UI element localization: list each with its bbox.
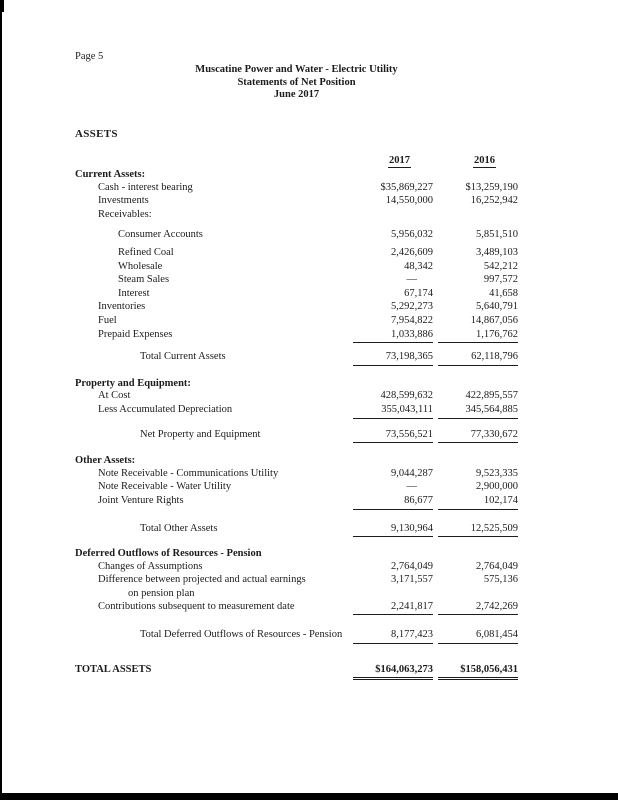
value-2016: 102,174: [438, 495, 518, 510]
table-row: [75, 195, 518, 209]
row-label: Note Receivable - Communications Utility: [98, 467, 279, 479]
row-label: Refined Coal: [118, 247, 174, 259]
row-label: Total Deferred Outflows of Resources - Pension: [140, 629, 343, 641]
column-header-row: [75, 155, 518, 170]
row-label: Wholesale: [118, 260, 163, 272]
value-2017: $164,063,273: [353, 664, 433, 681]
row-label: Other Assets:: [75, 455, 136, 467]
table-row: [75, 288, 518, 302]
table-row: [75, 455, 518, 468]
value-2017: 5,292,273: [391, 301, 433, 313]
table-row: [75, 601, 518, 616]
value-2016: 16,252,942: [470, 195, 518, 207]
document-title: Muscatine Power and Water - Electric Utility: [195, 64, 398, 75]
assets-section-heading: ASSETS: [75, 127, 118, 140]
row-label: Joint Venture Rights: [98, 494, 184, 506]
value-2017: —: [406, 274, 417, 286]
table-row: [75, 315, 518, 329]
table-row: [75, 574, 518, 588]
value-2017: $35,869,227: [380, 181, 433, 193]
scan-corner-mark: [0, 0, 4, 12]
row-label: Investments: [98, 195, 149, 207]
statement-title: Statements of Net Position: [237, 76, 356, 88]
value-2016: 345,564,885: [438, 404, 518, 419]
row-label: Difference between projected and actual earnings: [98, 574, 306, 586]
value-2017: 5,956,032: [391, 229, 433, 241]
table-row: [75, 481, 518, 495]
row-label: Less Accumulated Depreciation: [98, 404, 233, 415]
table-row: [75, 468, 518, 482]
row-label: Cash - interest bearing: [98, 181, 193, 193]
value-2016: 77,330,672: [438, 429, 518, 444]
table-row: [75, 548, 518, 561]
value-2016: 3,489,103: [476, 247, 518, 259]
page-number: Page 5: [75, 51, 104, 62]
value-2016: 1,176,762: [438, 329, 518, 344]
row-label: Total Other Assets: [140, 522, 218, 534]
row-label: Current Assets:: [75, 169, 146, 181]
value-2017: 2,426,609: [391, 247, 433, 259]
row-label: Receivables:: [98, 208, 152, 220]
value-2017: [353, 385, 433, 386]
value-2016: 2,764,049: [476, 560, 518, 572]
row-label: Changes of Assumptions: [98, 560, 203, 572]
value-2017: [353, 176, 433, 177]
table-row: [75, 274, 518, 288]
table-row: [75, 664, 518, 681]
value-2017: 86,677: [353, 495, 433, 510]
value-2016: 422,895,557: [465, 390, 518, 402]
row-label: Fuel: [98, 315, 117, 327]
row-label: Steam Sales: [118, 274, 170, 286]
value-2017: [353, 595, 433, 596]
table-row: [75, 404, 518, 419]
value-2016: 575,136: [483, 574, 518, 586]
table-row: [75, 261, 518, 275]
table-row: [75, 378, 518, 391]
value-2017: 428,599,632: [380, 390, 433, 402]
statement-table: [75, 169, 518, 680]
table-row: [75, 523, 518, 538]
value-2016: [438, 555, 518, 556]
document-content: [75, 50, 518, 680]
value-2017: [353, 462, 433, 463]
row-label: Net Property and Equipment: [140, 428, 261, 440]
value-2017: 7,954,822: [391, 315, 433, 327]
value-2016: 2,742,269: [438, 601, 518, 616]
value-2016: $158,056,431: [438, 664, 518, 681]
table-row: [75, 351, 518, 366]
value-2017: 73,198,365: [353, 351, 433, 366]
value-2017: 14,550,000: [385, 195, 433, 207]
scan-left-edge: [0, 0, 2, 800]
value-2016: [438, 216, 518, 217]
statement-date: June 2017: [273, 89, 320, 100]
value-2017: 9,044,287: [391, 467, 433, 479]
row-label: TOTAL ASSETS: [75, 663, 152, 675]
scan-bottom-edge: [0, 793, 618, 800]
value-2016: 542,212: [483, 260, 518, 272]
value-2016: 41,658: [489, 287, 518, 299]
table-row: [75, 495, 518, 510]
row-label: Contributions subsequent to measurement date: [98, 600, 295, 612]
row-label: Deferred Outflows of Resources - Pension: [75, 548, 262, 560]
value-2017: —: [406, 481, 417, 493]
value-2016: 6,081,454: [438, 629, 518, 644]
row-label: Consumer Accounts: [118, 229, 203, 241]
row-label: Interest: [118, 287, 150, 299]
value-2016: 5,640,791: [476, 301, 518, 313]
table-row: [75, 561, 518, 575]
value-2016: [438, 595, 518, 596]
row-label: Inventories: [98, 301, 146, 313]
value-2016: 12,525,509: [438, 523, 518, 538]
table-row: [75, 301, 518, 315]
table-row: [75, 588, 518, 601]
value-2017: [353, 216, 433, 217]
table-row: [75, 429, 518, 444]
value-2016: [438, 176, 518, 177]
value-2017: 8,177,423: [353, 629, 433, 644]
value-2017: 1,033,886: [353, 329, 433, 344]
table-row: [75, 182, 518, 196]
value-2016: [438, 462, 518, 463]
value-2017: [353, 555, 433, 556]
column-header-2016: 2016: [438, 155, 518, 170]
value-2016: 62,118,796: [438, 351, 518, 366]
row-label: Total Current Assets: [140, 351, 226, 363]
table-row: [75, 390, 518, 404]
value-2016: [438, 385, 518, 386]
row-label: At Cost: [98, 390, 131, 402]
table-row: [75, 329, 518, 344]
document-title-block: [75, 64, 518, 102]
row-label: Note Receivable - Water Utility: [98, 481, 232, 493]
value-2017: 2,764,049: [391, 560, 433, 572]
table-row: [75, 629, 518, 644]
value-2016: 9,523,335: [476, 467, 518, 479]
value-2016: 5,851,510: [476, 229, 518, 241]
value-2017: 2,241,817: [353, 601, 433, 616]
value-2016: 14,867,056: [470, 315, 518, 327]
row-label: Property and Equipment:: [75, 377, 191, 389]
table-row: [75, 169, 518, 182]
row-label: on pension plan: [128, 587, 195, 599]
value-2017: 48,342: [404, 260, 433, 272]
table-row: [75, 247, 518, 261]
column-header-2017: 2017: [353, 155, 433, 170]
value-2017: 3,171,557: [391, 574, 433, 586]
value-2017: 9,130,964: [353, 523, 433, 538]
value-2016: 997,572: [483, 274, 518, 286]
value-2017: 67,174: [404, 287, 433, 299]
row-label: Prepaid Expenses: [98, 328, 173, 340]
table-row: [75, 229, 518, 243]
value-2017: 355,043,111: [353, 404, 433, 419]
value-2017: 73,556,521: [353, 429, 433, 444]
table-row: [75, 209, 518, 222]
value-2016: 2,900,000: [476, 481, 518, 493]
value-2016: $13,259,190: [465, 181, 518, 193]
